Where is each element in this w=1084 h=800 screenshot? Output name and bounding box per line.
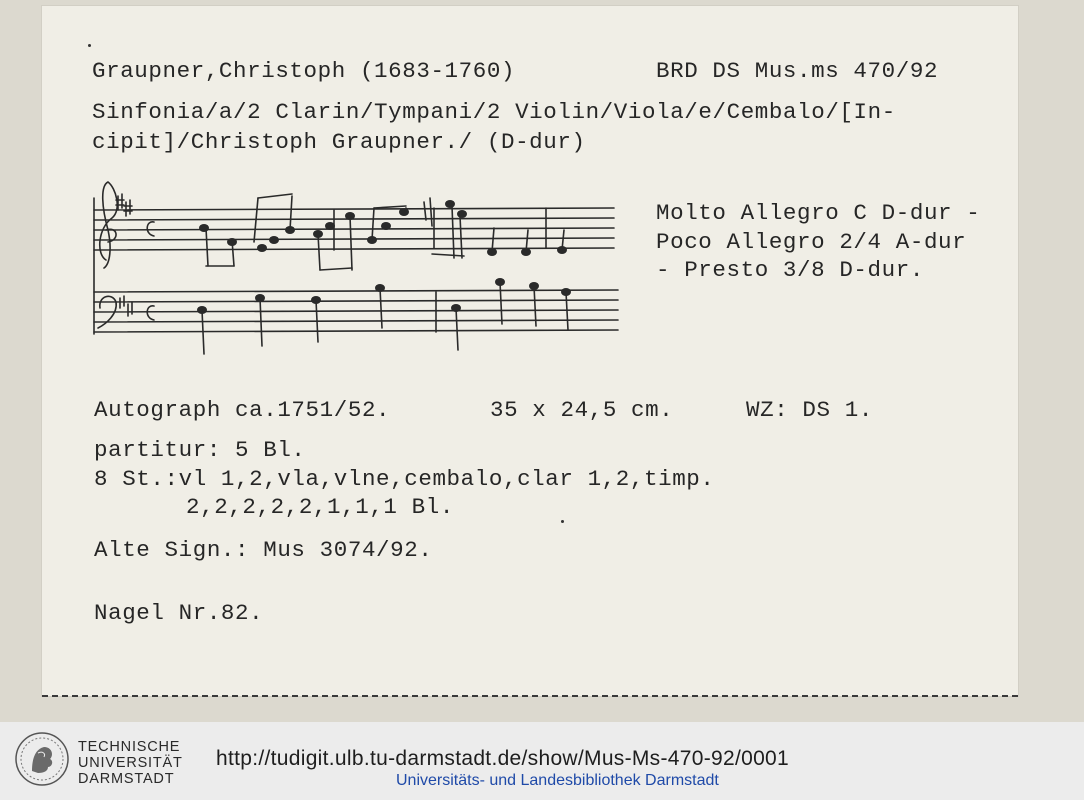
university-seal-icon [14,731,70,787]
nagel-number: Nagel Nr.82. [94,600,264,626]
university-name-line-2: UNIVERSITÄT [78,755,183,771]
tempo-line-1: Molto Allegro C D-dur - [656,200,981,226]
shelfmark: BRD DS Mus.ms 470/92 [656,58,939,84]
tempo-line-2: Poco Allegro 2/4 A-dur [656,229,967,255]
autograph-date: Autograph ca.1751/52. [94,397,391,423]
title-line-1: Sinfonia/a/2 Clarin/Tympani/2 Violin/Viola/e/Cembalo/[In- [92,99,896,125]
title-line-2: cipit]/Christoph Graupner./ (D-dur) [92,129,586,155]
parts-list-line-2: 2,2,2,2,2,1,1,1 Bl. [186,494,454,520]
music-incipit [86,168,626,360]
university-name-line-1: TECHNISCHE [78,739,181,755]
parts-list-line-1: 8 St.:vl 1,2,vla,vlne,cembalo,clar 1,2,timp. [94,466,715,492]
paper-speck [561,520,564,523]
dimensions: 35 x 24,5 cm. [490,397,674,423]
partitur-count: partitur: 5 Bl. [94,437,306,463]
library-name[interactable]: Universitäts- und Landesbibliothek Darmstadt [396,772,719,789]
card-bottom-edge [42,692,1018,697]
watermark: WZ: DS 1. [746,397,873,423]
composer-heading: Graupner,Christoph (1683-1760) [92,58,516,84]
tempo-line-3: - Presto 3/8 D-dur. [656,257,924,283]
old-signature: Alte Sign.: Mus 3074/92. [94,537,433,563]
university-name-line-3: DARMSTADT [78,771,175,787]
paper-speck [88,44,91,47]
document-url[interactable]: http://tudigit.ulb.tu-darmstadt.de/show/Mus-Ms-470-92/0001 [216,747,790,770]
